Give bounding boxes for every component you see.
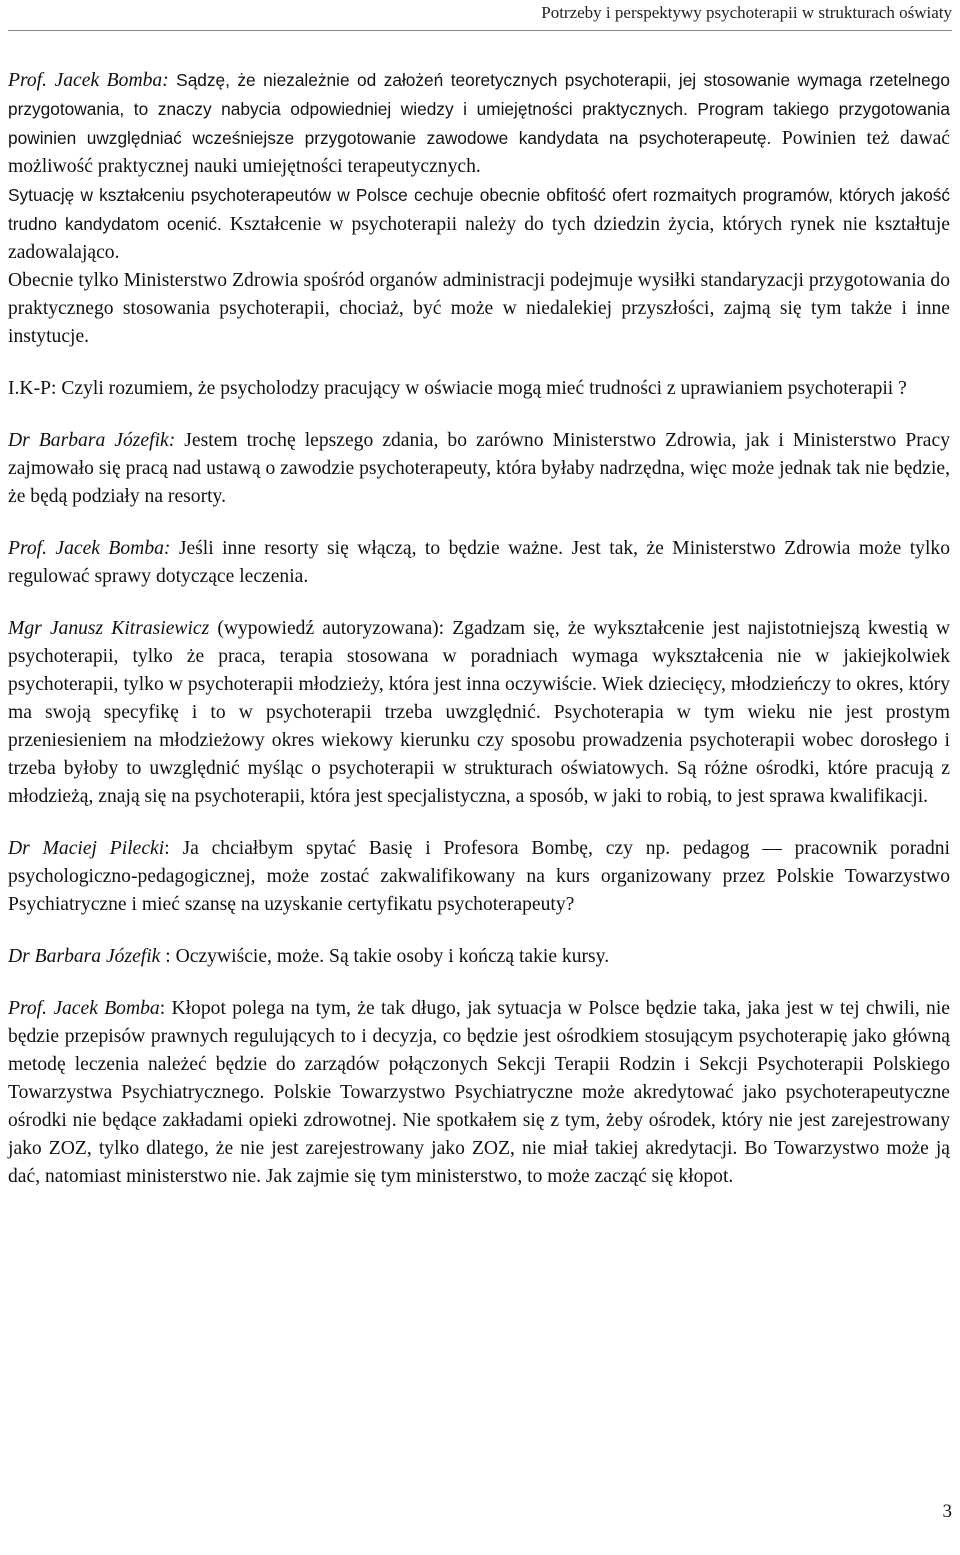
running-header: Potrzeby i perspektywy psychoterapii w strukturach oświaty [541, 3, 952, 22]
page-number: 3 [942, 1501, 952, 1522]
paragraph-text: I.K-P: Czyli rozumiem, że psycholodzy pracujący w oświacie mogą mieć trudności z uprawianiem psychoterapii ? [8, 378, 907, 399]
paragraph-text: Jestem trochę lepszego zdania, bo zarówno Ministerstwo Zdrowia, jak i Ministerstwo Pracy zajmowało się pracą nad ustawą o zawodzie psychoterapeuty, która byłaby nadrzędna, więc może jednak tak nie będzie, że będą podziały na resorty. [8, 430, 950, 507]
paragraph [8, 835, 950, 919]
paragraph [8, 995, 950, 1191]
speaker-name: Dr Barbara Józefik: [8, 430, 176, 451]
paragraph [8, 181, 950, 267]
paragraph-text: Powinien też dawać możliwość praktycznej nauki umiejętności terapeutycznych. [8, 128, 950, 177]
paragraph-text: Program takiego przygotowania powinien uwzględniać wcześniejsze przygotowanie zawodowe kandydata na psychoterapeutę. [8, 99, 951, 148]
paragraph [8, 375, 950, 403]
paragraph [8, 535, 950, 591]
speaker-name: Dr Maciej Pilecki [8, 838, 165, 859]
speaker-name: Mgr Janusz Kitrasiewicz [8, 618, 210, 639]
speaker-name: Prof. Jacek Bomba: [8, 538, 171, 559]
paragraph [8, 943, 950, 971]
paragraph-text: Kształcenie w psychoterapii należy do tych dziedzin życia, których rynek nie kształtuje zadowalająco. [8, 214, 950, 263]
paragraph [8, 267, 950, 351]
document-body [8, 66, 950, 1215]
paragraph-text: : Kłopot polega na tym, że tak długo, jak sytuacja w Polsce będzie taka, jaka jest w tej chwili, nie będzie przepisów prawnych regulujących to i decyzja, co będzie jest ośrodkiem stosującym psychoterapię jako główną metodę leczenia należeć będzie do zarządów połączonych Sekcji Terapii Rodzin i Sekcji Psychoterapii Polskiego Towarzystwa Psychiatrycznego. Polskie Towarzystwo Psychiatryczne może akredytować jako psychoterapeutyczne ośrodki nie będące zakładami opieki zdrowotnej. Nie spotkałem się z tym, żeby ośrodek, który nie jest zarejestrowany jako ZOZ, tylko dlatego, że nie jest zarejestrowany jako ZOZ, nie miał takiej akredytacji. Bo Towarzystwo może ją dać, natomiast ministerstwo nie. Jak zajmie się tym ministerstwo, to może zacząć się kłopot. [8, 998, 950, 1187]
paragraph-text: Jeśli inne resorty się włączą, to będzie ważne. Jest tak, że Ministerstwo Zdrowia może tylko regulować sprawy dotyczące leczenia. [8, 538, 951, 587]
paragraph [8, 427, 950, 511]
paragraph [8, 615, 950, 811]
header-rule [8, 30, 952, 31]
speaker-name: Prof. Jacek Bomba: [8, 70, 169, 91]
speaker-name: Prof. Jacek Bomba [8, 998, 160, 1019]
paragraph [8, 66, 950, 181]
paragraph-text: : Ja chciałbym spytać Basię i Profesora Bombę, czy np. pedagog — pracownik poradni psychologiczno-pedagogicznej, może zostać zakwalifikowany na kurs organizowany przez Polskie Towarzystwo Psychiatryczne i mieć szansę na uzyskanie certyfikatu psychoterapeuty? [8, 838, 950, 915]
speaker-name: Dr Barbara Józefik [8, 946, 161, 967]
paragraph-text: Sądzę, że niezależnie od założeń teoretycznych psychoterapii, jej stosowanie wymaga rzetelnego przygotowania, to znaczy nabycia odpowiedniej wiedzy i umiejętności praktycznych. [8, 70, 951, 119]
paragraph-text: Obecnie tylko Ministerstwo Zdrowia spośród organów administracji podejmuje wysiłki standaryzacji przygotowania do praktycznego stosowania psychoterapii, chociaż, być może w niedalekiej przyszłości, zajmą się tym także i inne instytucje. [8, 270, 950, 347]
paragraph-text: : Oczywiście, może. Są takie osoby i kończą takie kursy. [160, 946, 610, 967]
paragraph-text: Sytuację w kształceniu psychoterapeutów w Polsce cechuje obecnie obfitość ofert rozmaitych programów, których jakość trudno kandydatom ocenić. [8, 185, 950, 234]
paragraph-text: (wypowiedź autoryzowana): Zgadzam się, że wykształcenie jest najistotniejszą kwestią w psychoterapii, tylko że praca, terapia stosowana w poradniach wymaga wykształcenia nie w jakiejkolwiek psychoterapii, tylko w psychoterapii młodzieży, która jest inna oczywiście. Wiek dziecięcy, młodzieńczy to okres, który ma swoją specyfikę i to w psychoterapii trzeba uwzględnić. Psychoterapia w tym wieku nie jest prostym przeniesieniem na młodzieżowy okres wiekowy kierunku czy sposobu prowadzenia psychoterapii wobec dorosłego i trzeba byłoby to uwzględnić myśląc o psychoterapii w strukturach oświatowych. Są różne ośrodki, które pracują z młodzieżą, znają się na psychoterapii, która jest specjalistyczna, a sposób, w jaki to robią, to jest sprawa kwalifikacji. [8, 618, 950, 807]
